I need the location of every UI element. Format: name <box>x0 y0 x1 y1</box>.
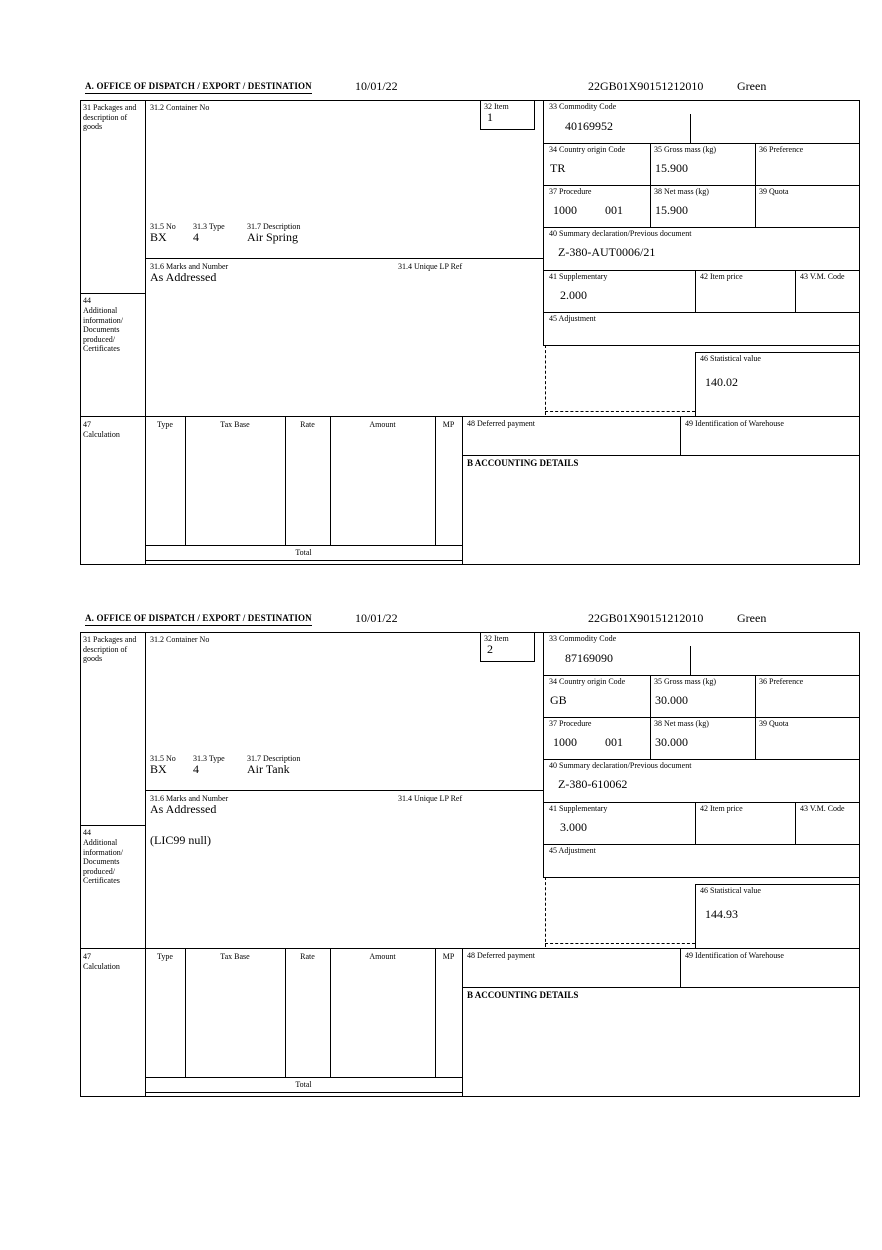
statistical-area-dashed-left-border <box>545 345 546 415</box>
office-of-dispatch-heading: A. OFFICE OF DISPATCH / EXPORT / DESTINATION <box>85 613 312 626</box>
box38-box39-divider <box>755 185 756 227</box>
box44-label: Additional information/ Documents produced/ Certificates <box>83 838 123 885</box>
calc-total-row-bottom-border <box>145 1092 462 1093</box>
box34-box35-divider <box>650 143 651 185</box>
office-of-dispatch-heading: A. OFFICE OF DISPATCH / EXPORT / DESTINATION <box>85 81 312 94</box>
supplementary-units-value: 2.000 <box>560 288 587 302</box>
marks-and-number-value: As Addressed <box>150 270 217 284</box>
additional-information-value: (LIC99 null) <box>150 833 211 847</box>
declaration-date: 10/01/22 <box>355 79 398 93</box>
goods-description-value: Air Spring <box>247 230 298 244</box>
procedure-code-value: 1000 <box>553 735 577 749</box>
gross-mass-value: 15.900 <box>655 161 688 175</box>
box31-4-label: 31.4 Unique LP Ref <box>398 794 463 803</box>
calc-header-tax-base: Tax Base <box>220 952 250 961</box>
country-origin-value: GB <box>550 693 567 707</box>
box37-row-bottom-border <box>543 227 860 228</box>
accounting-details-heading: B ACCOUNTING DETAILS <box>467 458 579 468</box>
box41-row-bottom-border <box>543 312 860 313</box>
calc-header-amount: Amount <box>369 420 396 429</box>
box36-label: 36 Preference <box>759 145 804 154</box>
box31-label: 31 Packages and description of goods <box>83 635 137 663</box>
box33-label: 33 Commodity Code <box>549 634 617 643</box>
box37-box38-divider <box>650 185 651 227</box>
box42-box43-divider <box>795 270 796 312</box>
box47-label: Calculation <box>83 430 120 439</box>
box31-6-label: 31.6 Marks and Number <box>150 262 229 271</box>
box45-label: 45 Adjustment <box>549 846 596 855</box>
box31-box44-divider <box>80 293 145 294</box>
procedure-code-value: 1000 <box>553 203 577 217</box>
declaration-date: 10/01/22 <box>355 611 398 625</box>
box40-label: 40 Summary declaration/Previous document <box>549 229 692 238</box>
item-number-value: 2 <box>487 642 493 656</box>
box46-label: 46 Statistical value <box>700 886 761 895</box>
box44-number: 44 <box>83 828 91 837</box>
right-column-divider <box>543 100 544 345</box>
calc-col-amount-divider <box>435 948 436 1077</box>
box48-box49-divider <box>680 416 681 455</box>
box34-row-bottom-border <box>543 717 860 718</box>
box35-label: 35 Gross mass (kg) <box>654 145 716 154</box>
form-outer-border <box>80 632 860 1097</box>
goods-description-value: Air Tank <box>247 762 290 776</box>
calc-col-type-divider <box>185 948 186 1077</box>
calc-header-rate: Rate <box>300 420 315 429</box>
box41-label: 41 Supplementary <box>549 804 608 813</box>
box44-number: 44 <box>83 296 91 305</box>
box43-label: 43 V.M. Code <box>800 272 845 281</box>
box34-box35-divider <box>650 675 651 717</box>
statistical-area-dashed-left-border <box>545 877 546 947</box>
box49-label: 49 Identification of Warehouse <box>685 419 784 428</box>
form-outer-border <box>80 100 860 565</box>
box42-box43-divider <box>795 802 796 844</box>
calc-header-rate: Rate <box>300 952 315 961</box>
calc-header-mp: MP <box>442 420 455 429</box>
previous-document-value: Z-380-610062 <box>558 777 628 791</box>
calc-col-amount-divider <box>435 416 436 545</box>
commodity-code-subdivider <box>690 114 691 143</box>
box48-row-bottom-border <box>462 455 860 456</box>
box31-box44-divider <box>80 825 145 826</box>
box33-label: 33 Commodity Code <box>549 102 617 111</box>
box45-bottom-border <box>543 345 860 346</box>
statistical-area-dashed-bottom-border <box>545 411 695 412</box>
box40-bottom-border <box>543 802 860 803</box>
box42-label: 42 Item price <box>700 804 743 813</box>
accounting-details-heading: B ACCOUNTING DETAILS <box>467 990 579 1000</box>
calc-header-mp: MP <box>442 952 455 961</box>
box47-number: 47 <box>83 420 91 429</box>
calc-header-amount: Amount <box>369 952 396 961</box>
package-count-value: BX <box>150 230 167 244</box>
box31-7-label: 31.7 Description <box>247 754 301 763</box>
box49-label: 49 Identification of Warehouse <box>685 951 784 960</box>
box34-label: 34 Country origin Code <box>549 145 626 154</box>
declaration-item-block <box>0 610 882 1142</box>
box35-box36-divider <box>755 675 756 717</box>
calc-col-type-divider <box>185 416 186 545</box>
country-origin-value: TR <box>550 161 566 175</box>
statistical-area-dashed-bottom-border <box>545 943 695 944</box>
box48-row-bottom-border <box>462 987 860 988</box>
box31-3-label: 31.3 Type <box>193 754 225 763</box>
box40-bottom-border <box>543 270 860 271</box>
calculation-row-top-border <box>80 416 860 417</box>
calc-total-row-top-border <box>145 545 462 546</box>
box36-label: 36 Preference <box>759 677 804 686</box>
box38-box39-divider <box>755 717 756 759</box>
commodity-code-subdivider <box>690 646 691 675</box>
gross-mass-value: 30.000 <box>655 693 688 707</box>
routing-channel: Green <box>737 79 767 93</box>
calc-total-row-bottom-border <box>145 560 462 561</box>
box40-label: 40 Summary declaration/Previous document <box>549 761 692 770</box>
package-type-value: 4 <box>193 230 199 244</box>
box38-label: 38 Net mass (kg) <box>654 187 709 196</box>
calc-header-tax-base: Tax Base <box>220 420 250 429</box>
box38-label: 38 Net mass (kg) <box>654 719 709 728</box>
box37-label: 37 Procedure <box>549 187 592 196</box>
box47-label: Calculation <box>83 962 120 971</box>
box31-5-label: 31.5 No <box>150 754 176 763</box>
box31-5-label: 31.5 No <box>150 222 176 231</box>
box45-label: 45 Adjustment <box>549 314 596 323</box>
previous-document-value: Z-380-AUT0006/21 <box>558 245 656 259</box>
calc-table-right-divider <box>462 416 463 565</box>
box45-bottom-border <box>543 877 860 878</box>
box33-bottom-border <box>543 675 860 676</box>
calc-total-label: Total <box>295 1080 312 1089</box>
box31-label: 31 Packages and description of goods <box>83 103 137 131</box>
left-column-divider <box>145 632 146 1097</box>
supplementary-units-value: 3.000 <box>560 820 587 834</box>
calc-total-row-top-border <box>145 1077 462 1078</box>
package-type-value: 4 <box>193 762 199 776</box>
box37-row-bottom-border <box>543 759 860 760</box>
calc-col-rate-divider <box>330 948 331 1077</box>
box35-label: 35 Gross mass (kg) <box>654 677 716 686</box>
marks-and-number-value: As Addressed <box>150 802 217 816</box>
box34-row-bottom-border <box>543 185 860 186</box>
box31-2-label: 31.2 Container No <box>150 635 210 644</box>
marks-row-top-border <box>145 258 543 259</box>
box37-box38-divider <box>650 717 651 759</box>
routing-channel: Green <box>737 611 767 625</box>
box48-box49-divider <box>680 948 681 987</box>
movement-reference-number: 22GB01X90151212010 <box>588 79 704 93</box>
calc-col-rate-divider <box>330 416 331 545</box>
box31-4-label: 31.4 Unique LP Ref <box>398 262 463 271</box>
right-column-divider <box>543 632 544 877</box>
box31-7-label: 31.7 Description <box>247 222 301 231</box>
box44-label: Additional information/ Documents produced/ Certificates <box>83 306 123 353</box>
calc-col-taxbase-divider <box>285 948 286 1077</box>
calc-col-taxbase-divider <box>285 416 286 545</box>
box32-label: 32 Item <box>484 102 509 111</box>
calculation-row-top-border <box>80 948 860 949</box>
net-mass-value: 30.000 <box>655 735 688 749</box>
box39-label: 39 Quota <box>759 719 789 728</box>
package-count-value: BX <box>150 762 167 776</box>
box32-label: 32 Item <box>484 634 509 643</box>
box41-label: 41 Supplementary <box>549 272 608 281</box>
box42-label: 42 Item price <box>700 272 743 281</box>
statistical-value: 144.93 <box>705 907 738 921</box>
item-number-value: 1 <box>487 110 493 124</box>
declaration-item-block <box>0 78 882 610</box>
calc-header-type: Type <box>157 952 173 961</box>
commodity-code-value: 87169090 <box>565 651 613 665</box>
box48-label: 48 Deferred payment <box>467 951 535 960</box>
calc-table-right-divider <box>462 948 463 1097</box>
procedure-extension-value: 001 <box>605 735 623 749</box>
box33-bottom-border <box>543 143 860 144</box>
box35-box36-divider <box>755 143 756 185</box>
procedure-extension-value: 001 <box>605 203 623 217</box>
box31-6-label: 31.6 Marks and Number <box>150 794 229 803</box>
box43-label: 43 V.M. Code <box>800 804 845 813</box>
box47-number: 47 <box>83 952 91 961</box>
movement-reference-number: 22GB01X90151212010 <box>588 611 704 625</box>
box41-box42-divider <box>695 802 696 844</box>
box46-label: 46 Statistical value <box>700 354 761 363</box>
box31-3-label: 31.3 Type <box>193 222 225 231</box>
box31-2-label: 31.2 Container No <box>150 103 210 112</box>
box41-row-bottom-border <box>543 844 860 845</box>
box48-label: 48 Deferred payment <box>467 419 535 428</box>
box41-box42-divider <box>695 270 696 312</box>
commodity-code-value: 40169952 <box>565 119 613 133</box>
box39-label: 39 Quota <box>759 187 789 196</box>
left-column-divider <box>145 100 146 565</box>
box34-label: 34 Country origin Code <box>549 677 626 686</box>
calc-header-type: Type <box>157 420 173 429</box>
calc-total-label: Total <box>295 548 312 557</box>
net-mass-value: 15.900 <box>655 203 688 217</box>
statistical-value: 140.02 <box>705 375 738 389</box>
marks-row-top-border <box>145 790 543 791</box>
box37-label: 37 Procedure <box>549 719 592 728</box>
